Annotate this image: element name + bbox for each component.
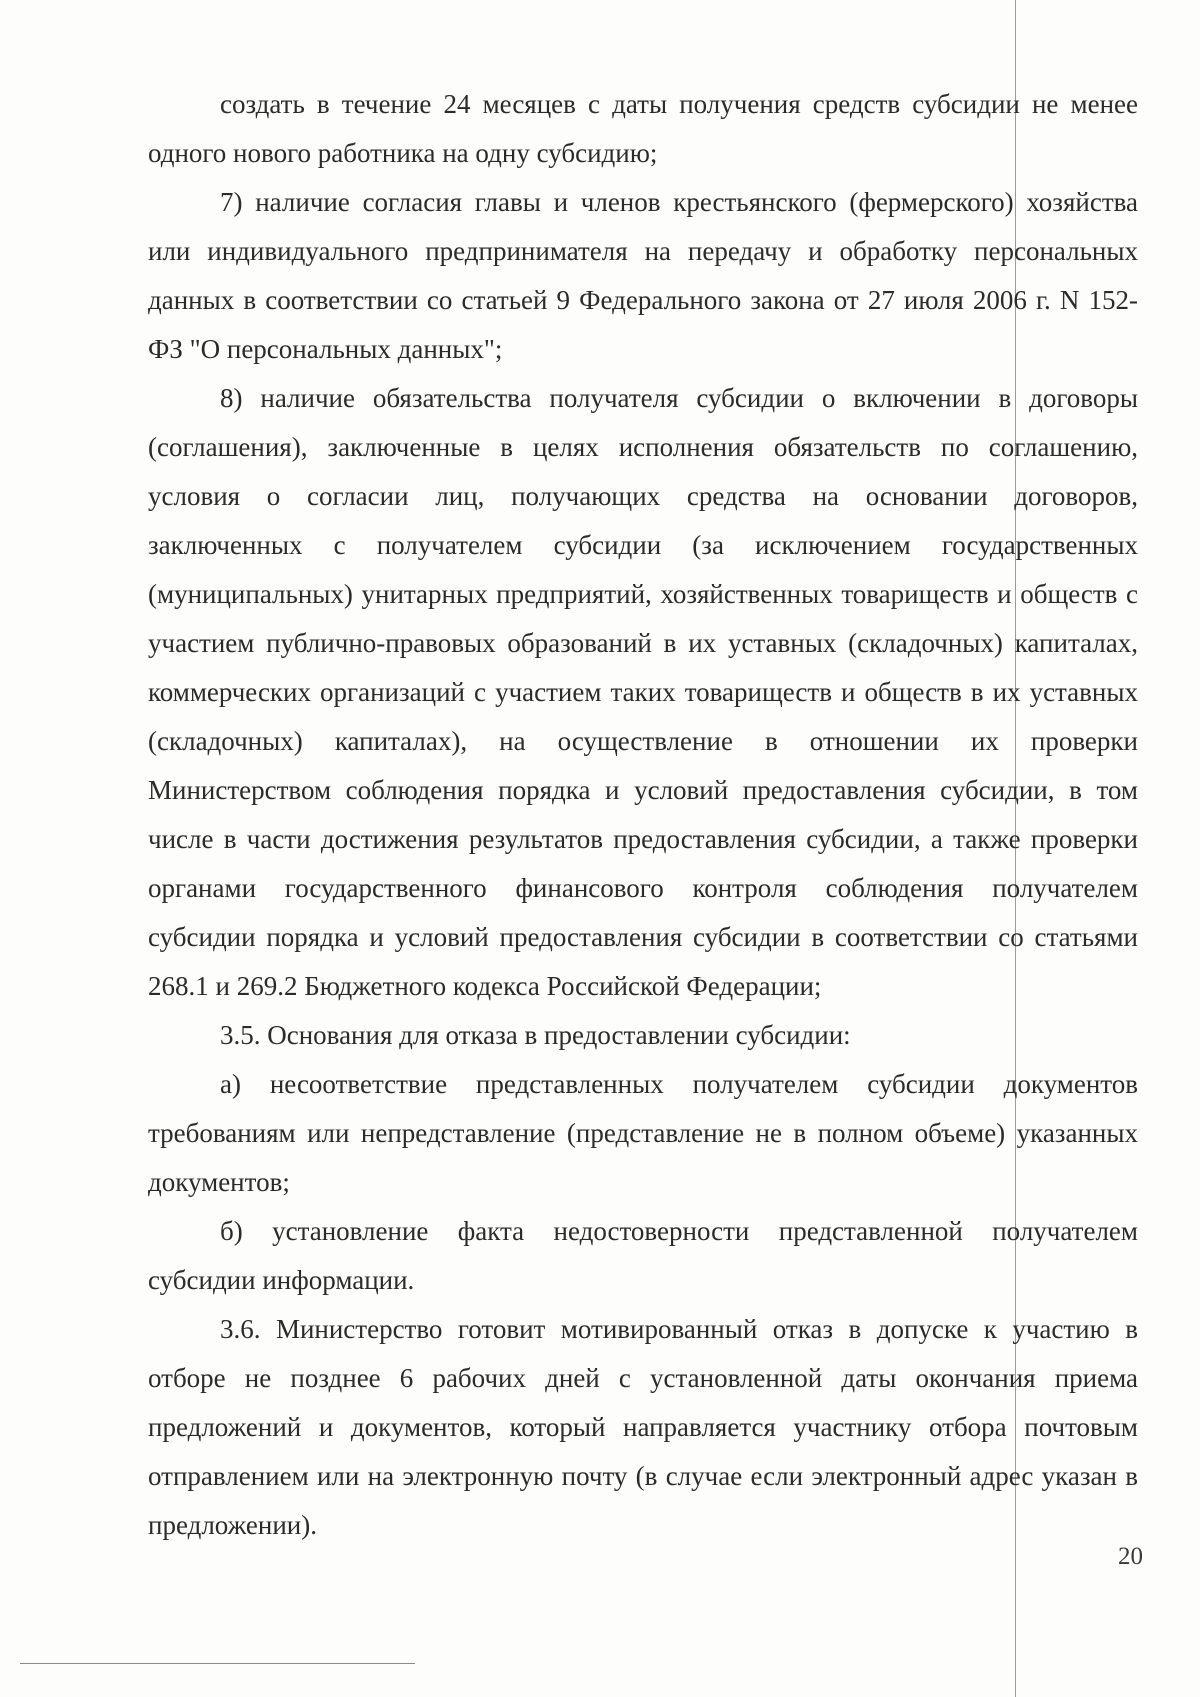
document-body [148,80,1138,1550]
paragraph-section-3-6: 3.6. Министерство готовит мотивированный отказ в допуске к участию в отборе не позднее 6 рабочих дней с установленной даты окончания приема предложений и документов, который направляется участнику отбора почтовым отправлением или на электронную почту (в случае если электронный адрес указан в предложении). [148,1314,1138,1540]
paragraph-item-7: 7) наличие согласия главы и членов крестьянского (фермерского) хозяйства или индивидуального предпринимателя на передачу и обработку персональных данных в соответствии со статьей 9 Федерального закона от 27 июля 2006 г. N 152-ФЗ "О персональных данных"; [148,187,1138,364]
paragraph-continuation: создать в течение 24 месяцев с даты получения средств субсидии не менее одного нового работника на одну субсидию; [148,89,1138,168]
paragraph-item-a: а) несоответствие представленных получателем субсидии документов требованиям или непредставление (представление не в полном объеме) указанных документов; [148,1069,1138,1197]
scan-edge-line [20,1663,415,1664]
page-number: 20 [1118,1543,1143,1570]
paragraph-item-b: б) установление факта недостоверности представленной получателем субсидии информации. [148,1216,1138,1295]
paragraph-section-3-5: 3.5. Основания для отказа в предоставлении субсидии: [220,1020,851,1050]
paragraph-item-8: 8) наличие обязательства получателя субсидии о включении в договоры (соглашения), заключенные в целях исполнения обязательств по соглашению, условия о согласии лиц, получающих средства на основании договоров, заключенных с получателем субсидии (за исключением государственных (муниципальных) унитарных предприятий, хозяйственных товариществ и обществ с участием публично-правовых образований в их уставных (складочных) капиталах, коммерческих организаций с участием таких товариществ и обществ в их уставных (складочных) капиталах), на осуществление в отношении их проверки Министерством соблюдения порядка и условий предоставления субсидии, в том числе в части достижения результатов предоставления субсидии, а также проверки органами государственного финансового контроля соблюдения получателем субсидии порядка и условий предоставления субсидии в соответствии со статьями 268.1 и 269.2 Бюджетного кодекса Российской Федерации; [148,383,1138,1001]
